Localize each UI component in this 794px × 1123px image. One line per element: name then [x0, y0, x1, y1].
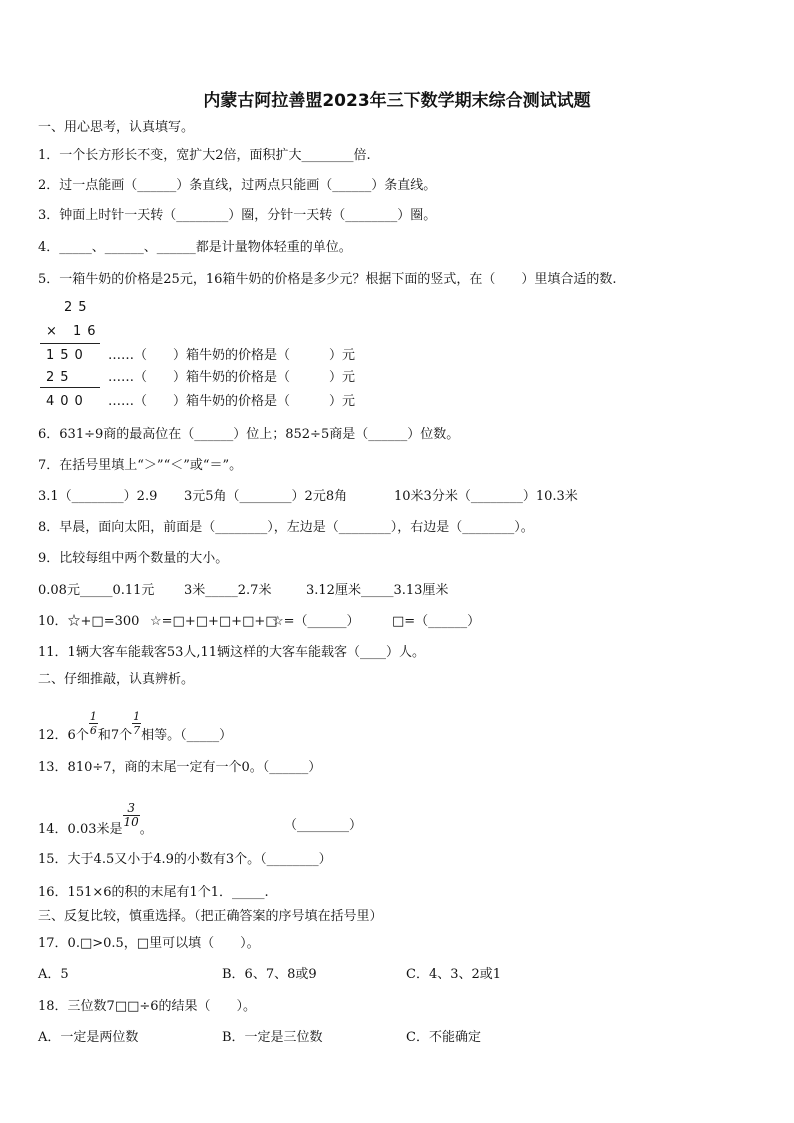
question-17-option-a: A．5: [38, 967, 69, 982]
fraction-one-seventh: [132, 710, 141, 737]
question-12-suffix: 相等。（_____）: [141, 728, 233, 743]
vertical-row-partial-2: 25: [46, 370, 75, 385]
question-18-option-b: B．一定是三位数: [222, 1030, 323, 1045]
question-10-square-blank: □=（______）: [392, 614, 481, 629]
question-9-item-2: 3米_____2.7米: [184, 583, 272, 598]
question-7-item-3: 10米3分米（________）10.3米: [394, 489, 578, 504]
question-10-star-sum: ☆=□+□+□+□+□: [150, 614, 278, 629]
fraction-one-sixth: [89, 710, 98, 737]
question-17-option-b: B．6、7、8或9: [222, 967, 317, 982]
question-7: 7．在括号里填上“＞”“＜”或“＝”。: [38, 458, 243, 473]
section-3-heading: 三、反复比较，慎重选择。（把正确答案的序号填在括号里）: [38, 909, 383, 924]
question-10-star-blank: ☆=（______）: [272, 614, 360, 629]
vertical-rule-2: [40, 387, 100, 388]
question-9-item-1: 0.08元_____0.11元: [38, 583, 155, 598]
vertical-rule-1: [40, 343, 100, 344]
question-2: 2．过一点能画（______）条直线，过两点只能画（______）条直线。: [38, 178, 437, 193]
vertical-row-partial-1: 150: [46, 348, 89, 363]
question-18-option-c: C．不能确定: [406, 1030, 481, 1045]
page-title: 内蒙古阿拉善盟2023年三下数学期末综合测试试题: [203, 91, 591, 111]
vertical-row-multiplicand: 25: [64, 300, 93, 315]
question-12-prefix: 12．6个: [38, 728, 89, 743]
question-12: [38, 710, 233, 749]
section-1-heading: 一、用心思考，认真填写。: [38, 120, 195, 135]
fraction-denominator: 6: [89, 724, 97, 737]
fraction-numerator: 1: [133, 710, 141, 723]
vertical-note-2: ……（ ）箱牛奶的价格是（ ）元: [108, 370, 356, 385]
question-17-option-c: C．4、3、2或1: [406, 967, 502, 982]
vertical-note-1: ……（ ）箱牛奶的价格是（ ）元: [108, 348, 356, 363]
question-13: 13．810÷7，商的末尾一定有一个0。（______）: [38, 760, 322, 775]
fraction-numerator: 3: [123, 802, 140, 816]
question-15: 15．大于4.5又小于4.9的小数有3个。（________）: [38, 852, 332, 867]
question-9-item-3: 3.12厘米_____3.13厘米: [306, 583, 449, 598]
question-14-suffix: 。: [139, 822, 153, 837]
question-7-item-2: 3元5角（________）2元8角: [184, 489, 348, 504]
vertical-row-result: 400: [46, 394, 89, 409]
fraction-three-tenths: [123, 802, 140, 829]
fraction-denominator: 10: [123, 815, 139, 829]
question-17: 17．0.□>0.5，□里可以填（ ）。: [38, 936, 260, 951]
section-2-heading: 二、仔细推敲，认真辨析。: [38, 672, 195, 687]
vertical-row-multiplier: × 16: [46, 324, 102, 339]
question-11: 11．1辆大客车能载客53人,11辆这样的大客车能载客（____）人。: [38, 645, 426, 660]
question-12-mid: 和7个: [97, 728, 133, 743]
question-14: [38, 801, 153, 843]
question-10-equation: 10．☆+□=300: [38, 614, 140, 629]
question-9: 9．比较每组中两个数量的大小。: [38, 551, 229, 566]
vertical-note-3: ……（ ）箱牛奶的价格是（ ）元: [108, 394, 356, 409]
question-7-item-1: 3.1（________）2.9: [38, 489, 158, 504]
question-18-option-a: A．一定是两位数: [38, 1030, 139, 1045]
question-18: 18．三位数7□□÷6的结果（ ）。: [38, 999, 257, 1014]
question-4: 4．_____、______、______都是计量物体轻重的单位。: [38, 240, 352, 255]
question-6: 6．631÷9商的最高位在（______）位上；852÷5商是（______）位数。: [38, 427, 460, 442]
question-8: 8．早晨，面向太阳，前面是（________），左边是（________），右边是（________）。: [38, 520, 534, 535]
question-5: 5．一箱牛奶的价格是25元，16箱牛奶的价格是多少元？根据下面的竖式，在（ ）里填合适的数.: [38, 272, 617, 287]
question-3: 3．钟面上时针一天转（________）圈，分针一天转（________）圈。: [38, 208, 437, 223]
question-1: 1．一个长方形长不变，宽扩大2倍，面积扩大________倍.: [38, 148, 371, 163]
fraction-denominator: 7: [133, 724, 141, 737]
fraction-numerator: 1: [89, 710, 97, 723]
question-16: 16．151×6的积的末尾有1个1．_____.: [38, 885, 269, 900]
question-14-prefix: 14．0.03米是: [38, 822, 123, 837]
question-14-blank: （________）: [284, 818, 363, 833]
